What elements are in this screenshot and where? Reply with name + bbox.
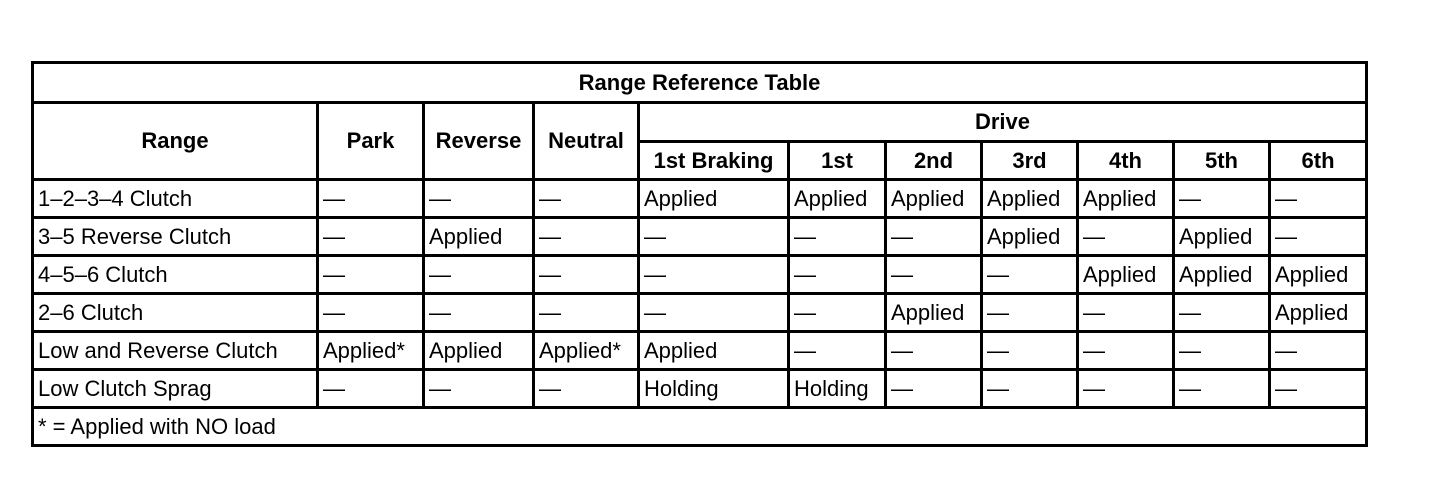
table-cell: — [982, 370, 1078, 408]
row-range-label: 4–5–6 Clutch [33, 256, 318, 294]
row-range-label: Low Clutch Sprag [33, 370, 318, 408]
neutral-header: Neutral [534, 103, 639, 180]
table-cell: — [789, 332, 886, 370]
table-cell: — [1174, 370, 1270, 408]
drive-subheader-6th: 6th [1270, 142, 1367, 180]
table-cell: — [1174, 180, 1270, 218]
table-cell: — [534, 218, 639, 256]
table-cell: Applied [1270, 294, 1367, 332]
table-cell: Applied [982, 180, 1078, 218]
table-cell: — [318, 370, 424, 408]
table-cell: — [1078, 218, 1174, 256]
table-cell: Applied* [318, 332, 424, 370]
table-cell: — [789, 294, 886, 332]
table-cell: Applied [789, 180, 886, 218]
table-cell: Applied [982, 218, 1078, 256]
table-cell: — [1174, 294, 1270, 332]
table-cell: — [424, 370, 534, 408]
table-cell: — [1174, 332, 1270, 370]
park-header: Park [318, 103, 424, 180]
table-cell: — [639, 256, 789, 294]
drive-subheader-5th: 5th [1174, 142, 1270, 180]
table-row [33, 332, 1367, 370]
table-cell: — [1270, 370, 1367, 408]
table-cell: — [534, 256, 639, 294]
table-cell: Applied [886, 294, 982, 332]
table-row [33, 180, 1367, 218]
table-cell: — [1078, 370, 1174, 408]
range-reference-table [31, 61, 1368, 447]
table-cell: — [789, 218, 886, 256]
table-cell: — [1270, 180, 1367, 218]
row-range-label: 2–6 Clutch [33, 294, 318, 332]
table-cell: Applied [1270, 256, 1367, 294]
table-cell: Applied [1078, 180, 1174, 218]
table-cell: Applied [639, 332, 789, 370]
table-cell: — [424, 294, 534, 332]
table-row [33, 218, 1367, 256]
table-cell: Applied [424, 218, 534, 256]
table-cell: — [886, 256, 982, 294]
table-cell: — [789, 256, 886, 294]
table-cell: Applied [886, 180, 982, 218]
table-cell: — [982, 256, 1078, 294]
table-cell: Applied [639, 180, 789, 218]
table-cell: — [534, 370, 639, 408]
table-cell: — [639, 294, 789, 332]
table-cell: — [424, 180, 534, 218]
table-cell: Holding [639, 370, 789, 408]
table-cell: Applied [1078, 256, 1174, 294]
table-cell: — [534, 180, 639, 218]
table-cell: — [982, 294, 1078, 332]
table-cell: — [424, 256, 534, 294]
table-cell: — [886, 370, 982, 408]
table-cell: — [1270, 218, 1367, 256]
reverse-header: Reverse [424, 103, 534, 180]
row-range-label: 1–2–3–4 Clutch [33, 180, 318, 218]
range-header: Range [33, 103, 318, 180]
table-cell: — [1270, 332, 1367, 370]
table-row [33, 294, 1367, 332]
table-cell: Applied* [534, 332, 639, 370]
table-cell: Holding [789, 370, 886, 408]
table-row [33, 370, 1367, 408]
drive-subheader-3rd: 3rd [982, 142, 1078, 180]
drive-subheader-2nd: 2nd [886, 142, 982, 180]
table-title: Range Reference Table [33, 63, 1367, 103]
table-footnote: * = Applied with NO load [33, 408, 1367, 446]
table-cell: — [318, 256, 424, 294]
drive-header: Drive [639, 103, 1367, 142]
table-cell: — [318, 218, 424, 256]
table-cell: — [534, 294, 639, 332]
row-range-label: Low and Reverse Clutch [33, 332, 318, 370]
drive-subheader-4th: 4th [1078, 142, 1174, 180]
table-cell: Applied [1174, 218, 1270, 256]
table-cell: — [1078, 332, 1174, 370]
drive-subheader-1st: 1st [789, 142, 886, 180]
table-cell: — [886, 218, 982, 256]
drive-subheader-1st-braking: 1st Braking [639, 142, 789, 180]
table-cell: Applied [1174, 256, 1270, 294]
table-cell: — [318, 180, 424, 218]
table-row [33, 256, 1367, 294]
table-cell: — [982, 332, 1078, 370]
table-cell: — [1078, 294, 1174, 332]
table-cell: — [639, 218, 789, 256]
table-cell: Applied [424, 332, 534, 370]
table-cell: — [318, 294, 424, 332]
row-range-label: 3–5 Reverse Clutch [33, 218, 318, 256]
table-cell: — [886, 332, 982, 370]
